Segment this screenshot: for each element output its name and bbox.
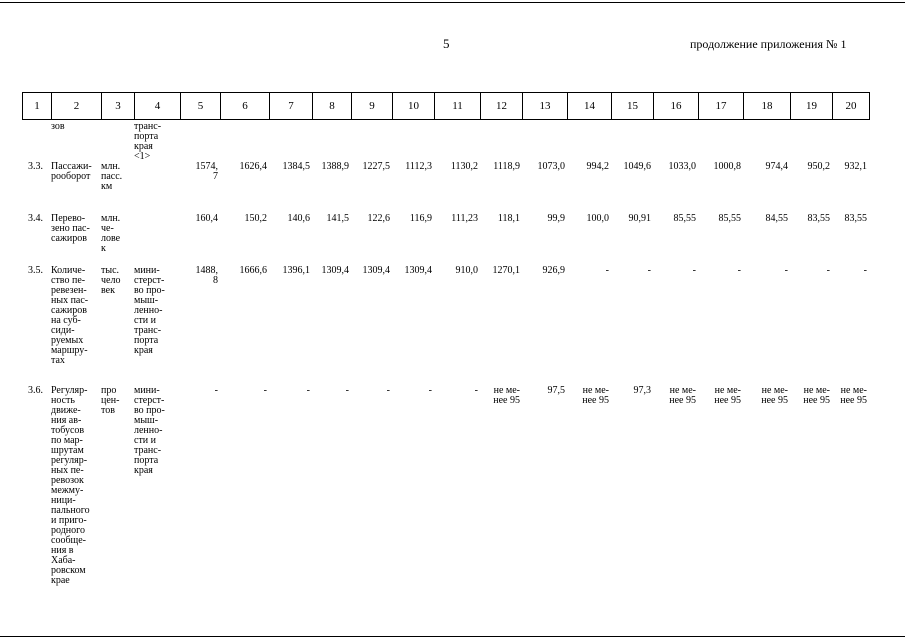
row-index: 3.4. xyxy=(28,213,43,224)
value-cell: 140,6 xyxy=(287,213,310,224)
responsible-body: мини- стерст- во про- мыш- ленно- сти и транс- порта края xyxy=(134,265,165,356)
column-number-7: 7 xyxy=(270,93,313,120)
column-number-9: 9 xyxy=(352,93,393,120)
cont-empty-cell xyxy=(653,122,698,162)
value-cell: не ме- нее 95 xyxy=(582,385,609,406)
value-cell: не ме- нее 95 xyxy=(761,385,788,406)
value-cell: - xyxy=(692,265,696,276)
cont-empty-cell xyxy=(269,122,312,162)
cont-empty-cell xyxy=(351,122,392,162)
cont-empty-cell xyxy=(790,122,832,162)
cont-responsible-text: транс- порта края <1> xyxy=(134,121,162,162)
unit-of-measure: млн. пасс. км xyxy=(101,161,123,192)
indicator-name: Пассажи- рооборот xyxy=(51,161,92,182)
value-cell: не ме- нее 95 xyxy=(714,385,741,406)
value-cell: 85,55 xyxy=(673,213,696,224)
column-number-10: 10 xyxy=(393,93,435,120)
value-cell: 1227,5 xyxy=(362,161,390,172)
cont-empty-cell xyxy=(480,122,522,162)
cont-empty-cell xyxy=(180,122,220,162)
value-cell: 974,4 xyxy=(765,161,788,172)
value-cell: 141,5 xyxy=(326,213,349,224)
unit-of-measure: про цен- тов xyxy=(101,385,120,416)
page-number: 5 xyxy=(443,36,450,51)
value-cell: 83,55 xyxy=(844,213,867,224)
value-cell: 1118,9 xyxy=(493,161,520,172)
column-number-12: 12 xyxy=(481,93,523,120)
column-number-header xyxy=(22,92,870,120)
value-cell: 83,55 xyxy=(807,213,830,224)
indicator-name: Количе- ство пе- ревезен- ных пас- сажиров на суб- сиди- руемых маршру- тах xyxy=(51,265,89,366)
unit-of-measure: тыс. чело век xyxy=(101,265,121,296)
value-cell: 1033,0 xyxy=(668,161,696,172)
column-number-2: 2 xyxy=(52,93,102,120)
cont-empty-cell xyxy=(434,122,480,162)
indicator-name: Регуляр- ность движе- ния ав- тобусов по мар- шрутам регуляр- ных пе- ревозок межму- ници- пального и приго- родного сообще- ния в Хаба- ровском крае xyxy=(51,385,90,586)
column-number-4: 4 xyxy=(135,93,181,120)
value-cell: 1049,6 xyxy=(623,161,651,172)
column-number-8: 8 xyxy=(313,93,352,120)
value-cell: - xyxy=(605,265,609,276)
value-cell: 910,0 xyxy=(455,265,478,276)
column-number-14: 14 xyxy=(568,93,612,120)
value-cell: 1130,2 xyxy=(450,161,478,172)
cont-empty-cell xyxy=(611,122,653,162)
value-cell: 1666,6 xyxy=(239,265,267,276)
value-cell: 100,0 xyxy=(586,213,609,224)
data-table xyxy=(22,122,869,616)
value-cell: - xyxy=(428,385,432,396)
value-cell: 1073,0 xyxy=(537,161,565,172)
value-cell: 1488, 8 xyxy=(195,265,218,286)
value-cell: - xyxy=(263,385,267,396)
value-cell: 1309,4 xyxy=(362,265,390,276)
column-number-6: 6 xyxy=(221,93,270,120)
value-cell: 85,55 xyxy=(718,213,741,224)
value-cell: 932,1 xyxy=(844,161,867,172)
cont-empty-cell xyxy=(743,122,790,162)
row-index: 3.5. xyxy=(28,265,43,276)
value-cell: 84,55 xyxy=(765,213,788,224)
cont-empty-cell xyxy=(832,122,869,162)
value-cell: 1388,9 xyxy=(321,161,349,172)
cont-empty-cell xyxy=(522,122,567,162)
cont-indicator-text: зов xyxy=(51,121,65,132)
cont-empty-cell xyxy=(312,122,351,162)
value-cell: 994,2 xyxy=(586,161,609,172)
unit-of-measure: млн. че- лове к xyxy=(101,213,121,254)
bottom-rule xyxy=(0,636,905,637)
value-cell: - xyxy=(826,265,830,276)
value-cell: 116,9 xyxy=(409,213,432,224)
column-number-19: 19 xyxy=(791,93,833,120)
value-cell: 1112,3 xyxy=(405,161,432,172)
value-cell: - xyxy=(863,265,867,276)
value-cell: - xyxy=(647,265,651,276)
value-cell: 1000,8 xyxy=(713,161,741,172)
value-cell: 122,6 xyxy=(367,213,390,224)
column-number-5: 5 xyxy=(181,93,221,120)
value-cell: 97,3 xyxy=(633,385,651,396)
value-cell: 950,2 xyxy=(807,161,830,172)
value-cell: 926,9 xyxy=(542,265,565,276)
cont-empty-cell xyxy=(392,122,434,162)
responsible-body xyxy=(134,162,180,214)
column-number-16: 16 xyxy=(654,93,699,120)
column-number-18: 18 xyxy=(744,93,791,120)
cont-index xyxy=(22,122,51,162)
value-cell: 1270,1 xyxy=(492,265,520,276)
continuation-row xyxy=(22,122,869,162)
table-row xyxy=(22,386,869,616)
column-number-20: 20 xyxy=(833,93,870,120)
responsible-body xyxy=(134,214,180,266)
table-row xyxy=(22,162,869,214)
value-cell: не ме- нее 95 xyxy=(840,385,867,406)
value-cell: - xyxy=(784,265,788,276)
row-index: 3.6. xyxy=(28,385,43,396)
value-cell: 160,4 xyxy=(195,213,218,224)
responsible-body: мини- стерст- во про- мыш- ленно- сти и транс- порта края xyxy=(134,385,165,476)
top-rule xyxy=(0,2,905,3)
row-index: 3.3. xyxy=(28,161,43,172)
table-row xyxy=(22,214,869,266)
value-cell: 1396,1 xyxy=(282,265,310,276)
column-number-3: 3 xyxy=(102,93,135,120)
indicator-name: Перево- зено пас- сажиров xyxy=(51,213,90,244)
column-number-11: 11 xyxy=(435,93,481,120)
value-cell: - xyxy=(386,385,390,396)
value-cell: 97,5 xyxy=(547,385,565,396)
value-cell: 90,91 xyxy=(628,213,651,224)
value-cell: не ме- нее 95 xyxy=(803,385,830,406)
value-cell: - xyxy=(474,385,478,396)
value-cell: 1309,4 xyxy=(404,265,432,276)
cont-unit-text xyxy=(101,122,134,162)
value-cell: не ме- нее 95 xyxy=(669,385,696,406)
value-cell: - xyxy=(214,385,218,396)
column-number-1: 1 xyxy=(23,93,52,120)
value-cell: 111,23 xyxy=(451,213,478,224)
table-row xyxy=(22,266,869,386)
header-note: продолжение приложения № 1 xyxy=(690,37,847,51)
value-cell: 1574, 7 xyxy=(195,161,218,182)
value-cell: 99,9 xyxy=(547,213,565,224)
value-cell: не ме- нее 95 xyxy=(493,385,520,406)
value-cell: 150,2 xyxy=(244,213,267,224)
value-cell: - xyxy=(345,385,349,396)
value-cell: - xyxy=(737,265,741,276)
column-number-13: 13 xyxy=(523,93,568,120)
value-cell: 118,1 xyxy=(497,213,520,224)
value-cell: 1384,5 xyxy=(282,161,310,172)
value-cell: 1626,4 xyxy=(239,161,267,172)
value-cell: 1309,4 xyxy=(321,265,349,276)
value-cell: - xyxy=(306,385,310,396)
cont-empty-cell xyxy=(698,122,743,162)
column-number-15: 15 xyxy=(612,93,654,120)
cont-empty-cell xyxy=(220,122,269,162)
column-number-17: 17 xyxy=(699,93,744,120)
cont-empty-cell xyxy=(567,122,611,162)
